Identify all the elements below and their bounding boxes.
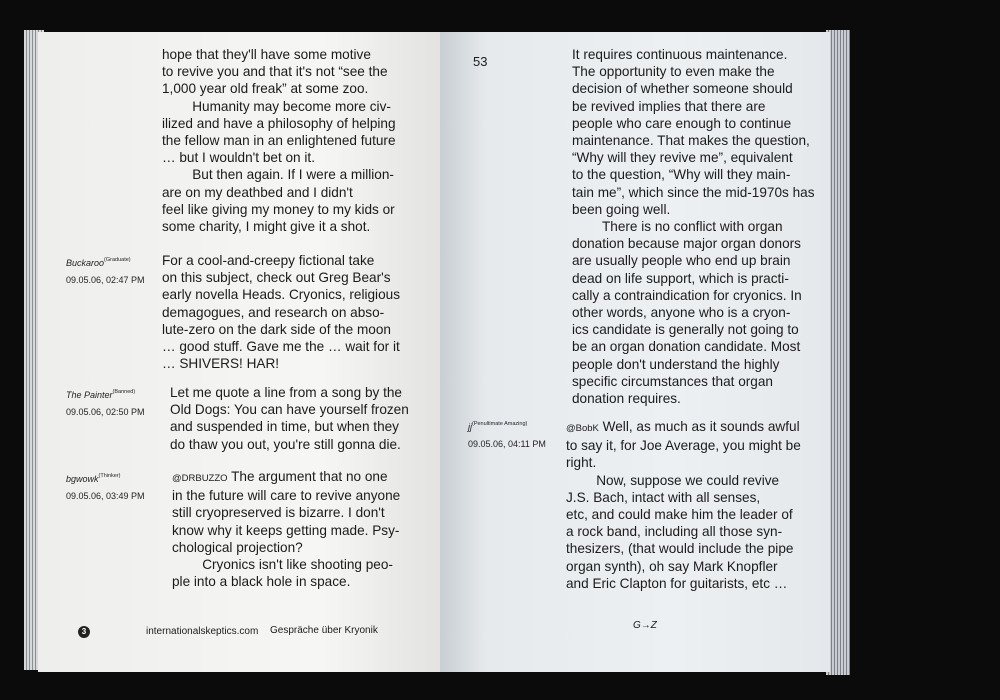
left-page [38, 32, 443, 672]
text-line [172, 539, 400, 556]
text: are on my deathbed and I didn't [162, 184, 353, 200]
text-line [162, 252, 400, 269]
post-meta [66, 468, 145, 505]
post-rank: (Banned) [112, 389, 136, 395]
text: ilized and have a philosophy of helping [162, 115, 396, 131]
text: donation because major organ donors [572, 236, 801, 252]
text-line [162, 184, 396, 201]
text: to revive you and that it's not “see the [162, 64, 388, 80]
text-line [566, 472, 801, 489]
text: … SHIVERS! HAR! [162, 356, 280, 372]
text: still cryopreserved is bizarre. I don't [172, 505, 385, 521]
post-date: 09.05.06, 02:47 PM [66, 275, 145, 285]
text: “Why will they revive me”, equivalent [572, 150, 793, 166]
text-line [162, 115, 396, 132]
text: ics candidate is generally not going to [572, 322, 799, 338]
text-line [572, 356, 815, 373]
footer-title: Gespräche über Kryonik [270, 625, 378, 636]
text: Old Dogs: You can have yourself frozen [170, 402, 409, 418]
text: The argument that no one [227, 469, 388, 484]
text-line [566, 523, 801, 540]
text-line [162, 304, 400, 321]
text: to the question, “Why will they main- [572, 167, 791, 183]
text: on this subject, check out Greg Bear's [162, 270, 391, 286]
text: be revived implies that there are [572, 98, 766, 114]
text-line [162, 218, 396, 235]
text: Now, suppose we could revive [566, 472, 780, 488]
text-line [172, 522, 400, 539]
text: The opportunity to even make the [572, 64, 775, 80]
text-line [162, 98, 396, 115]
text: specific circumstances that organ [572, 373, 773, 389]
text-line [572, 98, 815, 115]
text-line [566, 506, 801, 523]
text-line [162, 269, 400, 286]
text: are usually people who end up brain [572, 253, 791, 269]
text: But then again. If I were a million- [162, 167, 394, 183]
text: organ synth), oh say Mark Knopfler [566, 558, 778, 574]
post-body [170, 384, 409, 453]
text-line [572, 235, 815, 252]
text: There is no conflict with organ [572, 219, 783, 235]
text-line [162, 166, 396, 183]
text: know why it keeps getting made. Psy- [172, 522, 400, 538]
text-line [162, 338, 400, 355]
text: to say it, for Joe Average, you might be [566, 438, 801, 454]
text: ple into a black hole in space. [172, 574, 351, 590]
text: donation requires. [572, 391, 681, 407]
text-line [572, 46, 815, 63]
page-marker: 3 [78, 626, 90, 638]
post-rank: (Penultimate Amazing) [472, 421, 528, 427]
text: tain me”, which since the mid-1970s has [572, 184, 815, 200]
text-line [572, 80, 815, 97]
text-line [572, 132, 815, 149]
text: It requires continuous maintenance. [572, 47, 788, 62]
text: the fellow man in an enlightened future [162, 133, 396, 149]
text: early novella Heads. Cryonics, religious [162, 287, 400, 303]
right-opening-text [572, 46, 815, 407]
mention: @DRBUZZO [172, 473, 228, 484]
text: Let me quote a line from a song by the [170, 385, 402, 400]
text: For a cool-and-creepy fictional take [162, 253, 375, 268]
text-line [572, 218, 815, 235]
text-line [162, 321, 400, 338]
mention: @BobK [566, 423, 599, 434]
text-line [566, 558, 801, 575]
text: and Eric Clapton for guitarists, etc … [566, 575, 788, 591]
text-line [572, 321, 815, 338]
text-line [162, 63, 396, 80]
text-line [572, 63, 815, 80]
text: be an organ donation candidate. Most [572, 339, 801, 355]
text-line [162, 46, 396, 63]
text-line [572, 201, 815, 218]
post-rank: (Thinker) [98, 473, 121, 479]
text: other words, anyone who is a cryon- [572, 305, 791, 321]
post-author: The Painter [66, 390, 113, 400]
text-line [162, 80, 396, 97]
text: Cryonics isn't like shooting peo- [172, 557, 393, 573]
text-line [566, 575, 801, 592]
post-date: 09.05.06, 02:50 PM [66, 407, 145, 417]
text: etc, and could make him the leader of [566, 507, 793, 523]
text-line [572, 287, 815, 304]
text-line [162, 201, 396, 218]
text: chological projection? [172, 539, 303, 555]
text: cally a contraindication for cryonics. In [572, 287, 802, 303]
text: Humanity may become more civ- [162, 98, 391, 114]
text: 1,000 year old freak” at some zoo. [162, 81, 369, 97]
text-line [170, 418, 409, 435]
text: … but I wouldn't bet on it. [162, 150, 315, 166]
post-body [162, 252, 400, 372]
text-line [572, 338, 815, 355]
text-line [170, 401, 409, 418]
text-line [172, 487, 400, 504]
text: thesizers, (that would include the pipe [566, 541, 794, 557]
text-line [566, 540, 801, 557]
text-line [572, 270, 815, 287]
text: do thaw you out, you're still gonna die. [170, 436, 401, 452]
text-line [162, 286, 400, 303]
text-line [170, 436, 409, 453]
text-line [572, 304, 815, 321]
text: … good stuff. Gave me the … wait for it [162, 339, 400, 355]
text-line [572, 115, 815, 132]
text-line [566, 437, 801, 454]
text-line [572, 373, 815, 390]
text: people who care enough to continue [572, 115, 792, 131]
text: lute-zero on the dark side of the moon [162, 321, 391, 337]
text-line [172, 504, 400, 521]
post-body [172, 468, 400, 590]
text: some charity, I might give it a shot. [162, 219, 371, 235]
text-line [170, 384, 409, 401]
text-line [572, 390, 815, 407]
text-line [172, 468, 400, 487]
text: and suspended in time, but when they [170, 419, 399, 435]
text: feel like giving my money to my kids or [162, 201, 395, 217]
text-line [162, 355, 400, 372]
post-body [566, 418, 801, 592]
footer-section: G→Z [633, 620, 657, 631]
text-line [572, 149, 815, 166]
text: in the future will care to revive anyone [172, 488, 401, 504]
post-author: Buckaroo [66, 258, 105, 268]
text-line [566, 489, 801, 506]
text: a rock band, including all those syn- [566, 524, 783, 540]
post-meta [66, 384, 145, 421]
text-line [162, 149, 396, 166]
text-line [572, 166, 815, 183]
text: maintenance. That makes the question, [572, 133, 810, 149]
text-line [566, 454, 801, 471]
text-line [572, 184, 815, 201]
text: decision of whether someone should [572, 81, 793, 97]
footer-site: internationalskeptics.com [146, 626, 259, 637]
left-opening-text [162, 46, 396, 235]
text-line [162, 132, 396, 149]
text-line [172, 573, 400, 590]
page-number: 53 [473, 54, 488, 69]
text-line [172, 556, 400, 573]
text: hope that they'll have some motive [162, 47, 371, 62]
post-rank: (Graduate) [104, 257, 131, 263]
text: right. [566, 455, 597, 471]
text: J.S. Bach, intact with all senses, [566, 489, 761, 505]
post-author: jj [468, 422, 472, 432]
text: people don't understand the highly [572, 356, 780, 372]
post-date: 09.05.06, 03:49 PM [66, 491, 145, 501]
text: been going well. [572, 201, 671, 217]
right-page [440, 32, 830, 672]
post-meta [468, 416, 546, 453]
post-author: bgwowk [66, 474, 99, 484]
text: dead on life support, which is practi- [572, 270, 789, 286]
text-line [572, 252, 815, 269]
text: demagogues, and research on abso- [162, 304, 385, 320]
post-date: 09.05.06, 04:11 PM [468, 439, 546, 449]
text: Well, as much as it sounds awful [598, 419, 800, 434]
text-line [566, 418, 801, 437]
post-meta [66, 252, 145, 289]
